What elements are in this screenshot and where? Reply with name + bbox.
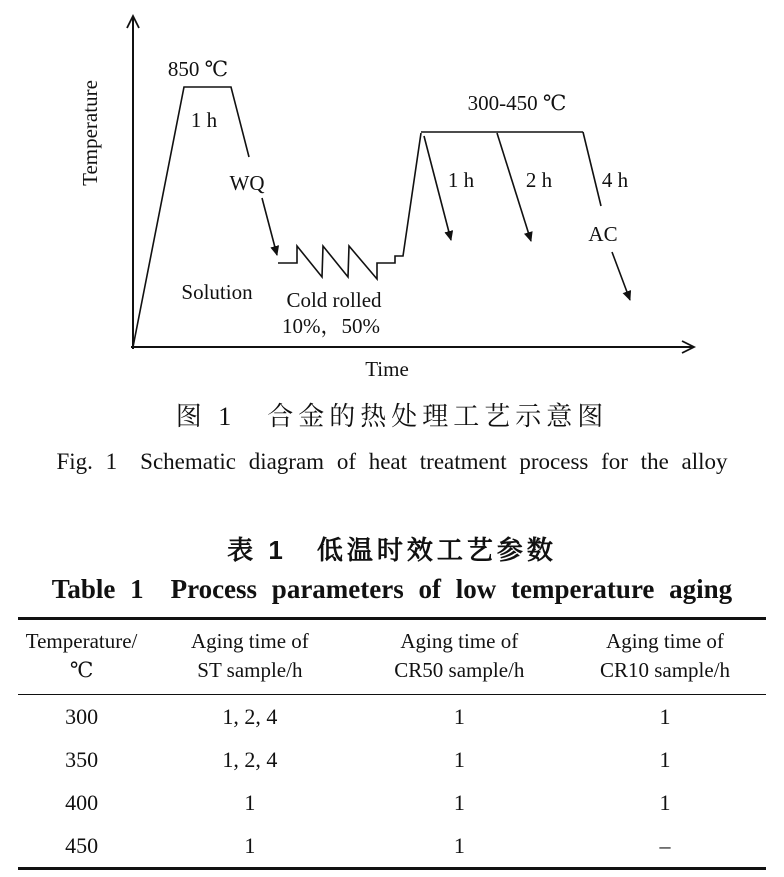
col-header-line: CR50 sample/h [394, 658, 525, 682]
process-parameters-table [18, 617, 766, 870]
figure-caption-zh: 图 1 合金的热处理工艺示意图 [175, 402, 609, 431]
cell-cr50-time: 1 [453, 832, 465, 858]
heat-treatment-diagram [0, 0, 784, 390]
table-title-zh: 表 1 低温时效工艺参数 [227, 535, 557, 565]
col-header-line: ST sample/h [197, 658, 303, 682]
cell-temperature: 300 [65, 703, 99, 729]
table-row [18, 695, 766, 739]
table-header [18, 619, 766, 695]
aging-time-4h-label: 4 h [601, 168, 629, 192]
cell-cr10-time: 1 [659, 789, 671, 815]
aging-4h-line [583, 132, 601, 206]
table-title-en: Table 1 Process parameters of low temperature aging [51, 574, 733, 604]
col-header-st-sample [145, 619, 354, 695]
col-header-cr50-sample [355, 619, 564, 695]
cell-cr10-time: 1 [659, 746, 671, 772]
col-header-line: Temperature/ [25, 629, 138, 653]
air-cool-label: AC [588, 222, 618, 246]
cell-cr50-time: 1 [453, 789, 465, 815]
col-header-line: ℃ [69, 658, 94, 682]
col-header-line: CR10 sample/h [599, 658, 731, 682]
water-quench-label: WQ [229, 171, 265, 195]
col-header-temperature [18, 619, 145, 695]
aging-temp-range-label: 300-450 ℃ [467, 91, 567, 115]
solution-hold-time-label: 1 h [190, 108, 218, 132]
cell-cr50-time: 1 [453, 703, 465, 729]
cell-temperature: 400 [65, 789, 99, 815]
col-header-cr10-sample [564, 619, 766, 695]
air-cool-arrow [612, 252, 630, 300]
y-axis-label: Temperature [78, 80, 102, 186]
col-header-line: Aging time of [400, 629, 519, 653]
cell-temperature: 350 [65, 746, 99, 772]
col-header-line: Aging time of [190, 629, 309, 653]
aging-time-1h-label: 1 h [447, 168, 475, 192]
cell-st-time: 1, 2, 4 [222, 746, 278, 772]
x-axis-label: Time [365, 357, 409, 381]
cell-st-time: 1 [244, 832, 256, 858]
cell-temperature: 450 [65, 832, 99, 858]
cell-cr50-time: 1 [453, 746, 465, 772]
aging-time-2h-label: 2 h [525, 168, 553, 192]
cell-st-time: 1, 2, 4 [222, 703, 278, 729]
table-row [18, 781, 766, 824]
cold-rolled-label-line2: 10%，50% [282, 314, 380, 338]
cell-cr10-time: 1 [659, 703, 671, 729]
col-header-line: Aging time of [606, 629, 724, 653]
solution-temp-label: 850 ℃ [167, 57, 229, 81]
cold-rolled-label-line1: Cold rolled [286, 288, 382, 312]
cell-st-time: 1 [244, 789, 256, 815]
figure-caption-en: Fig. 1 Schematic diagram of heat treatment process for the alloy [56, 449, 728, 474]
water-quench-arrow [262, 198, 277, 255]
cold-rolling-zigzag-line [278, 133, 421, 279]
solution-stage-label: Solution [181, 280, 253, 304]
cell-cr10-time: – [659, 832, 671, 858]
table-row [18, 824, 766, 869]
table-row [18, 738, 766, 781]
